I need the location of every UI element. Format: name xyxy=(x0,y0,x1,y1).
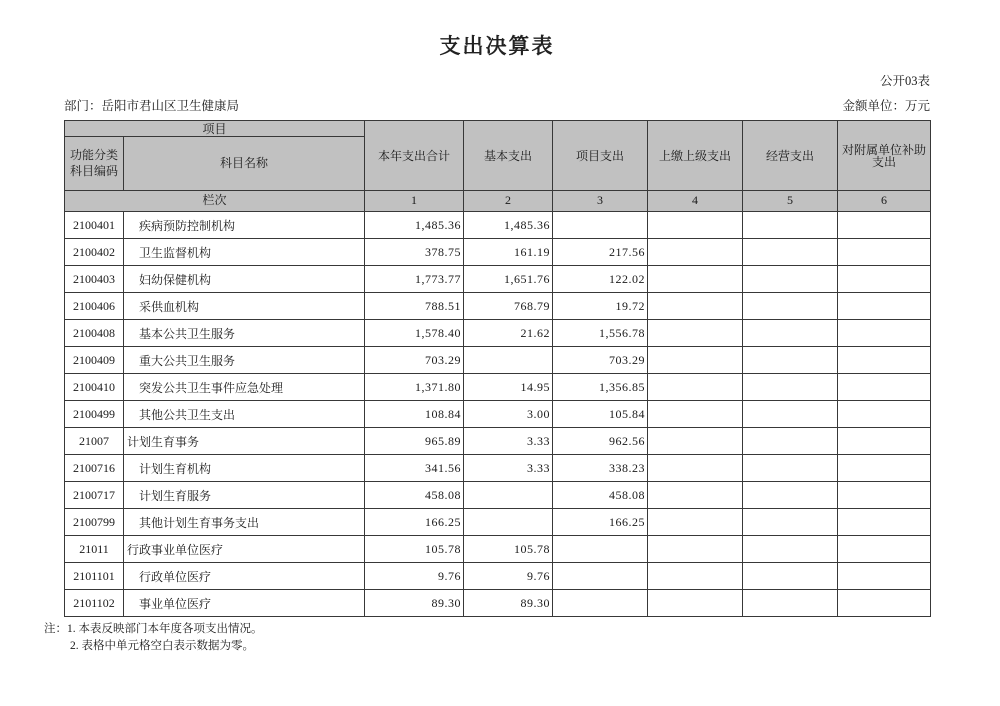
note-line: 注：1. 本表反映部门本年度各项支出情况。 xyxy=(44,623,263,635)
table-row xyxy=(65,428,931,455)
subsidy-expense-cell xyxy=(838,482,931,509)
total-expense-cell: 703.29 xyxy=(365,347,464,374)
upper-level-expense-cell xyxy=(648,590,743,617)
basic-expense-cell: 9.76 xyxy=(464,563,553,590)
basic-expense-cell: 21.62 xyxy=(464,320,553,347)
subsidy-expense-cell xyxy=(838,455,931,482)
subject-name-cell: 计划生育服务 xyxy=(124,482,365,509)
col-number-4: 4 xyxy=(648,191,743,212)
department-label: 部门：岳阳市君山区卫生健康局 xyxy=(64,99,240,113)
project-expense-cell: 1,356.85 xyxy=(553,374,648,401)
function-code-cell: 2100799 xyxy=(65,509,124,536)
total-expense-cell: 1,773.77 xyxy=(365,266,464,293)
subsidy-expense-cell xyxy=(838,266,931,293)
header-row-rank xyxy=(65,191,931,212)
operating-expense-cell xyxy=(743,320,838,347)
expenditure-table xyxy=(64,120,931,617)
table-row xyxy=(65,374,931,401)
subsidy-expense-cell xyxy=(838,509,931,536)
project-expense-cell: 166.25 xyxy=(553,509,648,536)
table-row xyxy=(65,536,931,563)
table-row xyxy=(65,455,931,482)
subject-name-cell: 基本公共卫生服务 xyxy=(124,320,365,347)
basic-expense-cell: 161.19 xyxy=(464,239,553,266)
note-line: 2. 表格中单元格空白表示数据为零。 xyxy=(70,640,254,653)
upper-level-expense-cell xyxy=(648,320,743,347)
upper-level-expense-cell xyxy=(648,374,743,401)
subject-name-cell: 妇幼保健机构 xyxy=(124,266,365,293)
subject-name-cell: 疾病预防控制机构 xyxy=(124,212,365,239)
basic-expense-cell: 3.00 xyxy=(464,401,553,428)
total-expense-cell: 788.51 xyxy=(365,293,464,320)
table-row xyxy=(65,563,931,590)
operating-expense-cell xyxy=(743,293,838,320)
project-expense-cell: 962.56 xyxy=(553,428,648,455)
subject-name-cell: 其他公共卫生支出 xyxy=(124,401,365,428)
table-row xyxy=(65,482,931,509)
project-expense-cell xyxy=(553,212,648,239)
project-expense-cell xyxy=(553,536,648,563)
col-number-5: 5 xyxy=(743,191,838,212)
subsidy-expense-cell xyxy=(838,563,931,590)
function-code-cell: 2100406 xyxy=(65,293,124,320)
upper-level-expense-cell xyxy=(648,266,743,293)
subsidy-expense-cell xyxy=(838,293,931,320)
table-row xyxy=(65,590,931,617)
upper-level-expense-cell xyxy=(648,536,743,563)
function-code-cell: 2100717 xyxy=(65,482,124,509)
operating-expense-cell xyxy=(743,401,838,428)
rank-label: 栏次 xyxy=(65,191,365,212)
table-row xyxy=(65,239,931,266)
subject-name-cell: 采供血机构 xyxy=(124,293,365,320)
function-code-cell: 2101102 xyxy=(65,590,124,617)
basic-expense-cell: 768.79 xyxy=(464,293,553,320)
header-code-col: 功能分类科目编码 xyxy=(65,137,124,191)
operating-expense-cell xyxy=(743,509,838,536)
project-expense-cell: 217.56 xyxy=(553,239,648,266)
project-expense-cell: 1,556.78 xyxy=(553,320,648,347)
operating-expense-cell xyxy=(743,482,838,509)
subsidy-expense-cell xyxy=(838,239,931,266)
subsidy-expense-cell xyxy=(838,536,931,563)
report-content xyxy=(64,0,930,617)
operating-expense-cell xyxy=(743,239,838,266)
project-expense-cell xyxy=(553,563,648,590)
total-expense-cell: 89.30 xyxy=(365,590,464,617)
total-expense-cell: 1,371.80 xyxy=(365,374,464,401)
total-expense-cell: 458.08 xyxy=(365,482,464,509)
function-code-cell: 2100402 xyxy=(65,239,124,266)
project-expense-cell: 703.29 xyxy=(553,347,648,374)
operating-expense-cell xyxy=(743,347,838,374)
header-project-group: 项目 xyxy=(65,121,365,137)
upper-level-expense-cell xyxy=(648,563,743,590)
function-code-cell: 2100499 xyxy=(65,401,124,428)
operating-expense-cell xyxy=(743,536,838,563)
subject-name-cell: 计划生育机构 xyxy=(124,455,365,482)
basic-expense-cell: 89.30 xyxy=(464,590,553,617)
meta-row xyxy=(64,96,930,114)
subject-name-cell: 行政事业单位医疗 xyxy=(124,536,365,563)
subsidy-expense-cell xyxy=(838,212,931,239)
basic-expense-cell: 105.78 xyxy=(464,536,553,563)
upper-level-expense-cell xyxy=(648,212,743,239)
basic-expense-cell: 1,485.36 xyxy=(464,212,553,239)
table-row xyxy=(65,347,931,374)
total-expense-cell: 166.25 xyxy=(365,509,464,536)
function-code-cell: 2100716 xyxy=(65,455,124,482)
header-col-upper: 上缴上级支出 xyxy=(648,121,743,191)
total-expense-cell: 341.56 xyxy=(365,455,464,482)
header-row-group xyxy=(65,121,931,137)
upper-level-expense-cell xyxy=(648,509,743,536)
subject-name-cell: 突发公共卫生事件应急处理 xyxy=(124,374,365,401)
subsidy-expense-cell xyxy=(838,590,931,617)
upper-level-expense-cell xyxy=(648,293,743,320)
function-code-cell: 2101101 xyxy=(65,563,124,590)
operating-expense-cell xyxy=(743,374,838,401)
subject-name-cell: 其他计划生育事务支出 xyxy=(124,509,365,536)
project-expense-cell xyxy=(553,590,648,617)
basic-expense-cell: 3.33 xyxy=(464,455,553,482)
subject-name-cell: 行政单位医疗 xyxy=(124,563,365,590)
table-body xyxy=(65,212,931,617)
upper-level-expense-cell xyxy=(648,401,743,428)
page-title: 支出决算表 xyxy=(439,34,555,58)
form-number-label: 公开03表 xyxy=(879,74,930,88)
project-expense-cell: 122.02 xyxy=(553,266,648,293)
project-expense-cell: 338.23 xyxy=(553,455,648,482)
header-col-basic: 基本支出 xyxy=(464,121,553,191)
header-col-operating: 经营支出 xyxy=(743,121,838,191)
operating-expense-cell xyxy=(743,563,838,590)
basic-expense-cell: 14.95 xyxy=(464,374,553,401)
subsidy-expense-cell xyxy=(838,401,931,428)
function-code-cell: 2100401 xyxy=(65,212,124,239)
function-code-cell: 2100409 xyxy=(65,347,124,374)
operating-expense-cell xyxy=(743,212,838,239)
subsidy-expense-cell xyxy=(838,428,931,455)
subject-name-cell: 事业单位医疗 xyxy=(124,590,365,617)
upper-level-expense-cell xyxy=(648,482,743,509)
header-col-subsidy: 对附属单位补助支出 xyxy=(838,121,931,191)
total-expense-cell: 9.76 xyxy=(365,563,464,590)
subsidy-expense-cell xyxy=(838,347,931,374)
header-col-total: 本年支出合计 xyxy=(365,121,464,191)
function-code-cell: 21011 xyxy=(65,536,124,563)
basic-expense-cell xyxy=(464,347,553,374)
subject-name-cell: 卫生监督机构 xyxy=(124,239,365,266)
function-code-cell: 2100410 xyxy=(65,374,124,401)
table-row xyxy=(65,266,931,293)
header-subject-col: 科目名称 xyxy=(124,137,365,191)
function-code-cell: 21007 xyxy=(65,428,124,455)
footer-notes xyxy=(44,621,1000,656)
total-expense-cell: 965.89 xyxy=(365,428,464,455)
basic-expense-cell: 3.33 xyxy=(464,428,553,455)
total-expense-cell: 378.75 xyxy=(365,239,464,266)
subject-name-cell: 重大公共卫生服务 xyxy=(124,347,365,374)
subsidy-expense-cell xyxy=(838,320,931,347)
table-row xyxy=(65,320,931,347)
subsidy-expense-cell xyxy=(838,374,931,401)
table-row xyxy=(65,401,931,428)
basic-expense-cell xyxy=(464,482,553,509)
upper-level-expense-cell xyxy=(648,347,743,374)
col-number-2: 2 xyxy=(464,191,553,212)
unit-label: 金额单位：万元 xyxy=(842,99,930,113)
project-expense-cell: 19.72 xyxy=(553,293,648,320)
header-col-project: 项目支出 xyxy=(553,121,648,191)
total-expense-cell: 1,578.40 xyxy=(365,320,464,347)
table-header xyxy=(65,121,931,212)
project-expense-cell: 105.84 xyxy=(553,401,648,428)
col-number-3: 3 xyxy=(553,191,648,212)
col-number-1: 1 xyxy=(365,191,464,212)
upper-level-expense-cell xyxy=(648,239,743,266)
upper-level-expense-cell xyxy=(648,455,743,482)
col-number-6: 6 xyxy=(838,191,931,212)
total-expense-cell: 1,485.36 xyxy=(365,212,464,239)
total-expense-cell: 108.84 xyxy=(365,401,464,428)
upper-level-expense-cell xyxy=(648,428,743,455)
basic-expense-cell: 1,651.76 xyxy=(464,266,553,293)
operating-expense-cell xyxy=(743,455,838,482)
operating-expense-cell xyxy=(743,590,838,617)
project-expense-cell: 458.08 xyxy=(553,482,648,509)
operating-expense-cell xyxy=(743,266,838,293)
operating-expense-cell xyxy=(743,428,838,455)
table-row xyxy=(65,293,931,320)
basic-expense-cell xyxy=(464,509,553,536)
table-row xyxy=(65,212,931,239)
function-code-cell: 2100403 xyxy=(65,266,124,293)
function-code-cell: 2100408 xyxy=(65,320,124,347)
total-expense-cell: 105.78 xyxy=(365,536,464,563)
table-row xyxy=(65,509,931,536)
subject-name-cell: 计划生育事务 xyxy=(124,428,365,455)
